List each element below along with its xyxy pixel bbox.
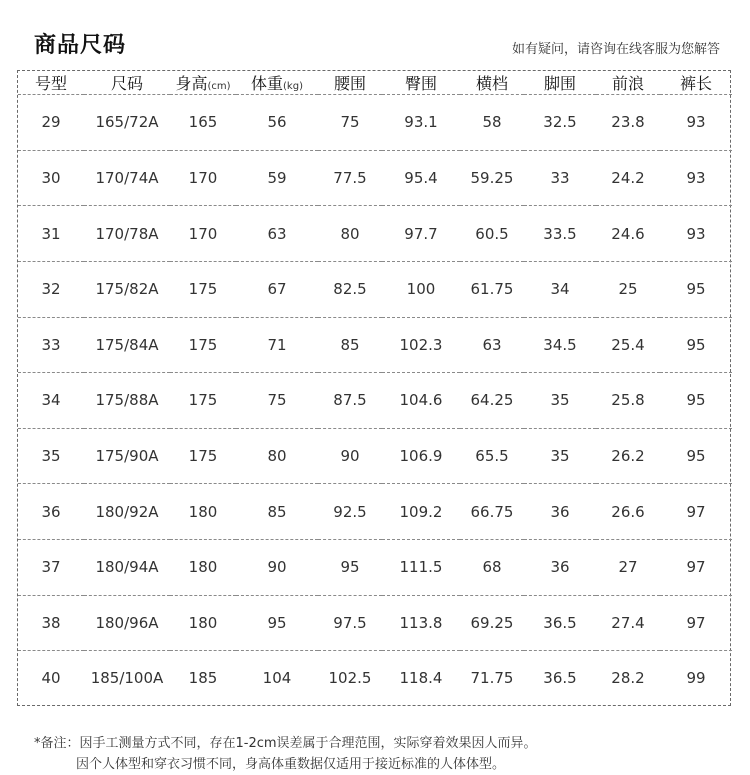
footnote-line: *备注：因手工测量方式不同，存在1-2cm误差属于合理范围，实际穿着效果因人而异。 <box>34 736 537 751</box>
table-cell: 71 <box>236 317 318 373</box>
table-cell: 118.4 <box>399 669 443 688</box>
table-cell: 59 <box>236 150 318 206</box>
table-cell: 93 <box>660 95 732 151</box>
table-cell: 63 <box>460 317 524 373</box>
size-table-container <box>17 70 731 706</box>
table-cell: 36 <box>18 484 84 540</box>
table-cell: 36 <box>524 484 596 540</box>
table-cell: 75 <box>236 373 318 429</box>
table-row <box>18 595 732 651</box>
table-cell: 36.5 <box>524 595 596 651</box>
table-cell: 185 <box>188 669 218 688</box>
table-cell: 60.5 <box>460 206 524 262</box>
table-cell: 109.2 <box>382 484 460 540</box>
table-cell: 97 <box>660 595 732 651</box>
table-cell: 100 <box>382 261 460 317</box>
table-cell: 95 <box>318 540 382 596</box>
table-cell: 170/78A <box>84 206 170 262</box>
table-cell: 170/74A <box>84 150 170 206</box>
table-cell: 26.6 <box>596 484 660 540</box>
table-row <box>18 651 732 705</box>
table-cell: 180 <box>170 540 236 596</box>
table-cell: 99 <box>686 669 706 688</box>
table-row <box>18 373 732 429</box>
table-row <box>18 540 732 596</box>
table-cell: 80 <box>236 428 318 484</box>
table-cell: 180 <box>170 484 236 540</box>
table-cell: 65.5 <box>460 428 524 484</box>
table-body <box>18 95 732 706</box>
table-cell: 170 <box>170 150 236 206</box>
table-cell: 56 <box>236 95 318 151</box>
table-cell: 40 <box>41 669 61 688</box>
table-cell: 165/72A <box>84 95 170 151</box>
table-cell: 95 <box>660 261 732 317</box>
table-cell: 97 <box>660 540 732 596</box>
table-cell: 93 <box>660 206 732 262</box>
table-cell: 23.8 <box>596 95 660 151</box>
table-cell: 75 <box>318 95 382 151</box>
table-cell: 67 <box>236 261 318 317</box>
table-cell: 180/92A <box>84 484 170 540</box>
table-cell: 85 <box>236 484 318 540</box>
table-cell: 175/88A <box>84 373 170 429</box>
table-row <box>18 95 732 151</box>
table-row <box>18 484 732 540</box>
table-cell: 69.25 <box>460 595 524 651</box>
table-cell: 104.6 <box>382 373 460 429</box>
table-row <box>18 428 732 484</box>
table-cell: 175 <box>170 317 236 373</box>
table-cell: 175 <box>170 261 236 317</box>
table-cell: 28.2 <box>611 669 645 688</box>
table-cell: 34 <box>524 261 596 317</box>
table-cell: 102.5 <box>328 669 372 688</box>
table-cell: 35 <box>18 428 84 484</box>
table-cell: 24.6 <box>596 206 660 262</box>
table-cell: 25.4 <box>596 317 660 373</box>
table-cell: 34 <box>18 373 84 429</box>
footnote <box>34 733 537 775</box>
table-cell: 106.9 <box>382 428 460 484</box>
table-row <box>18 317 732 373</box>
page-title: 商品尺码 <box>34 33 127 58</box>
table-cell: 37 <box>18 540 84 596</box>
table-cell: 64.25 <box>460 373 524 429</box>
table-cell: 36 <box>524 540 596 596</box>
column-header: 号型 <box>18 71 84 95</box>
table-cell: 104 <box>262 669 292 688</box>
table-cell: 68 <box>460 540 524 596</box>
table-cell: 33 <box>524 150 596 206</box>
table-row <box>18 261 732 317</box>
table-cell: 170 <box>170 206 236 262</box>
column-header: 脚围 <box>524 71 596 95</box>
table-cell: 111.5 <box>382 540 460 596</box>
table-cell: 66.75 <box>460 484 524 540</box>
table-cell: 95.4 <box>382 150 460 206</box>
table-cell: 71.75 <box>470 669 514 688</box>
footnote-line: 因个人体型和穿衣习惯不同，身高体重数据仅适用于接近标准的人体体型。 <box>76 757 506 772</box>
table-cell: 25.8 <box>596 373 660 429</box>
table-cell: 26.2 <box>596 428 660 484</box>
table-cell: 185/100A <box>90 669 164 688</box>
table-cell: 175/84A <box>84 317 170 373</box>
table-cell: 32.5 <box>524 95 596 151</box>
table-cell: 85 <box>318 317 382 373</box>
table-cell: 82.5 <box>318 261 382 317</box>
table-cell: 32 <box>18 261 84 317</box>
table-cell: 175 <box>170 373 236 429</box>
table-cell: 113.8 <box>382 595 460 651</box>
table-row <box>18 150 732 206</box>
column-header: 臀围 <box>382 71 460 95</box>
table-cell: 95 <box>660 373 732 429</box>
table-cell: 61.75 <box>460 261 524 317</box>
table-cell: 97.7 <box>382 206 460 262</box>
table-cell: 180/96A <box>84 595 170 651</box>
table-cell: 93.1 <box>382 95 460 151</box>
table-cell: 165 <box>170 95 236 151</box>
column-header: 尺码 <box>84 71 170 95</box>
table-cell: 175/82A <box>84 261 170 317</box>
table-cell: 34.5 <box>524 317 596 373</box>
table-cell: 38 <box>18 595 84 651</box>
size-table <box>18 71 732 705</box>
table-row <box>18 206 732 262</box>
table-cell: 180 <box>170 595 236 651</box>
table-cell: 87.5 <box>318 373 382 429</box>
table-cell: 35 <box>524 373 596 429</box>
column-header: 裤长 <box>660 71 732 95</box>
table-header-row <box>18 71 732 95</box>
column-header: 体重(kg) <box>236 71 318 95</box>
table-cell: 95 <box>660 317 732 373</box>
table-cell: 90 <box>318 428 382 484</box>
table-cell: 102.3 <box>382 317 460 373</box>
table-cell: 92.5 <box>318 484 382 540</box>
table-cell: 25 <box>596 261 660 317</box>
column-header: 横档 <box>460 71 524 95</box>
table-cell: 90 <box>236 540 318 596</box>
column-header: 身高(cm) <box>170 71 236 95</box>
table-cell: 27.4 <box>596 595 660 651</box>
table-cell: 95 <box>660 428 732 484</box>
table-cell: 97.5 <box>318 595 382 651</box>
customer-service-hint: 如有疑问，请咨询在线客服为您解答 <box>511 42 720 57</box>
table-cell: 29 <box>18 95 84 151</box>
table-cell: 63 <box>236 206 318 262</box>
table-cell: 36.5 <box>543 669 577 688</box>
table-cell: 24.2 <box>596 150 660 206</box>
table-cell: 59.25 <box>460 150 524 206</box>
table-cell: 97 <box>660 484 732 540</box>
table-cell: 175 <box>170 428 236 484</box>
table-cell: 175/90A <box>84 428 170 484</box>
column-header: 前浪 <box>596 71 660 95</box>
table-cell: 31 <box>18 206 84 262</box>
table-cell: 33 <box>18 317 84 373</box>
table-cell: 30 <box>18 150 84 206</box>
table-cell: 27 <box>596 540 660 596</box>
table-cell: 80 <box>318 206 382 262</box>
column-header: 腰围 <box>318 71 382 95</box>
table-cell: 95 <box>236 595 318 651</box>
table-cell: 58 <box>460 95 524 151</box>
table-cell: 180/94A <box>84 540 170 596</box>
table-cell: 35 <box>524 428 596 484</box>
table-cell: 33.5 <box>524 206 596 262</box>
table-cell: 93 <box>660 150 732 206</box>
table-cell: 77.5 <box>318 150 382 206</box>
